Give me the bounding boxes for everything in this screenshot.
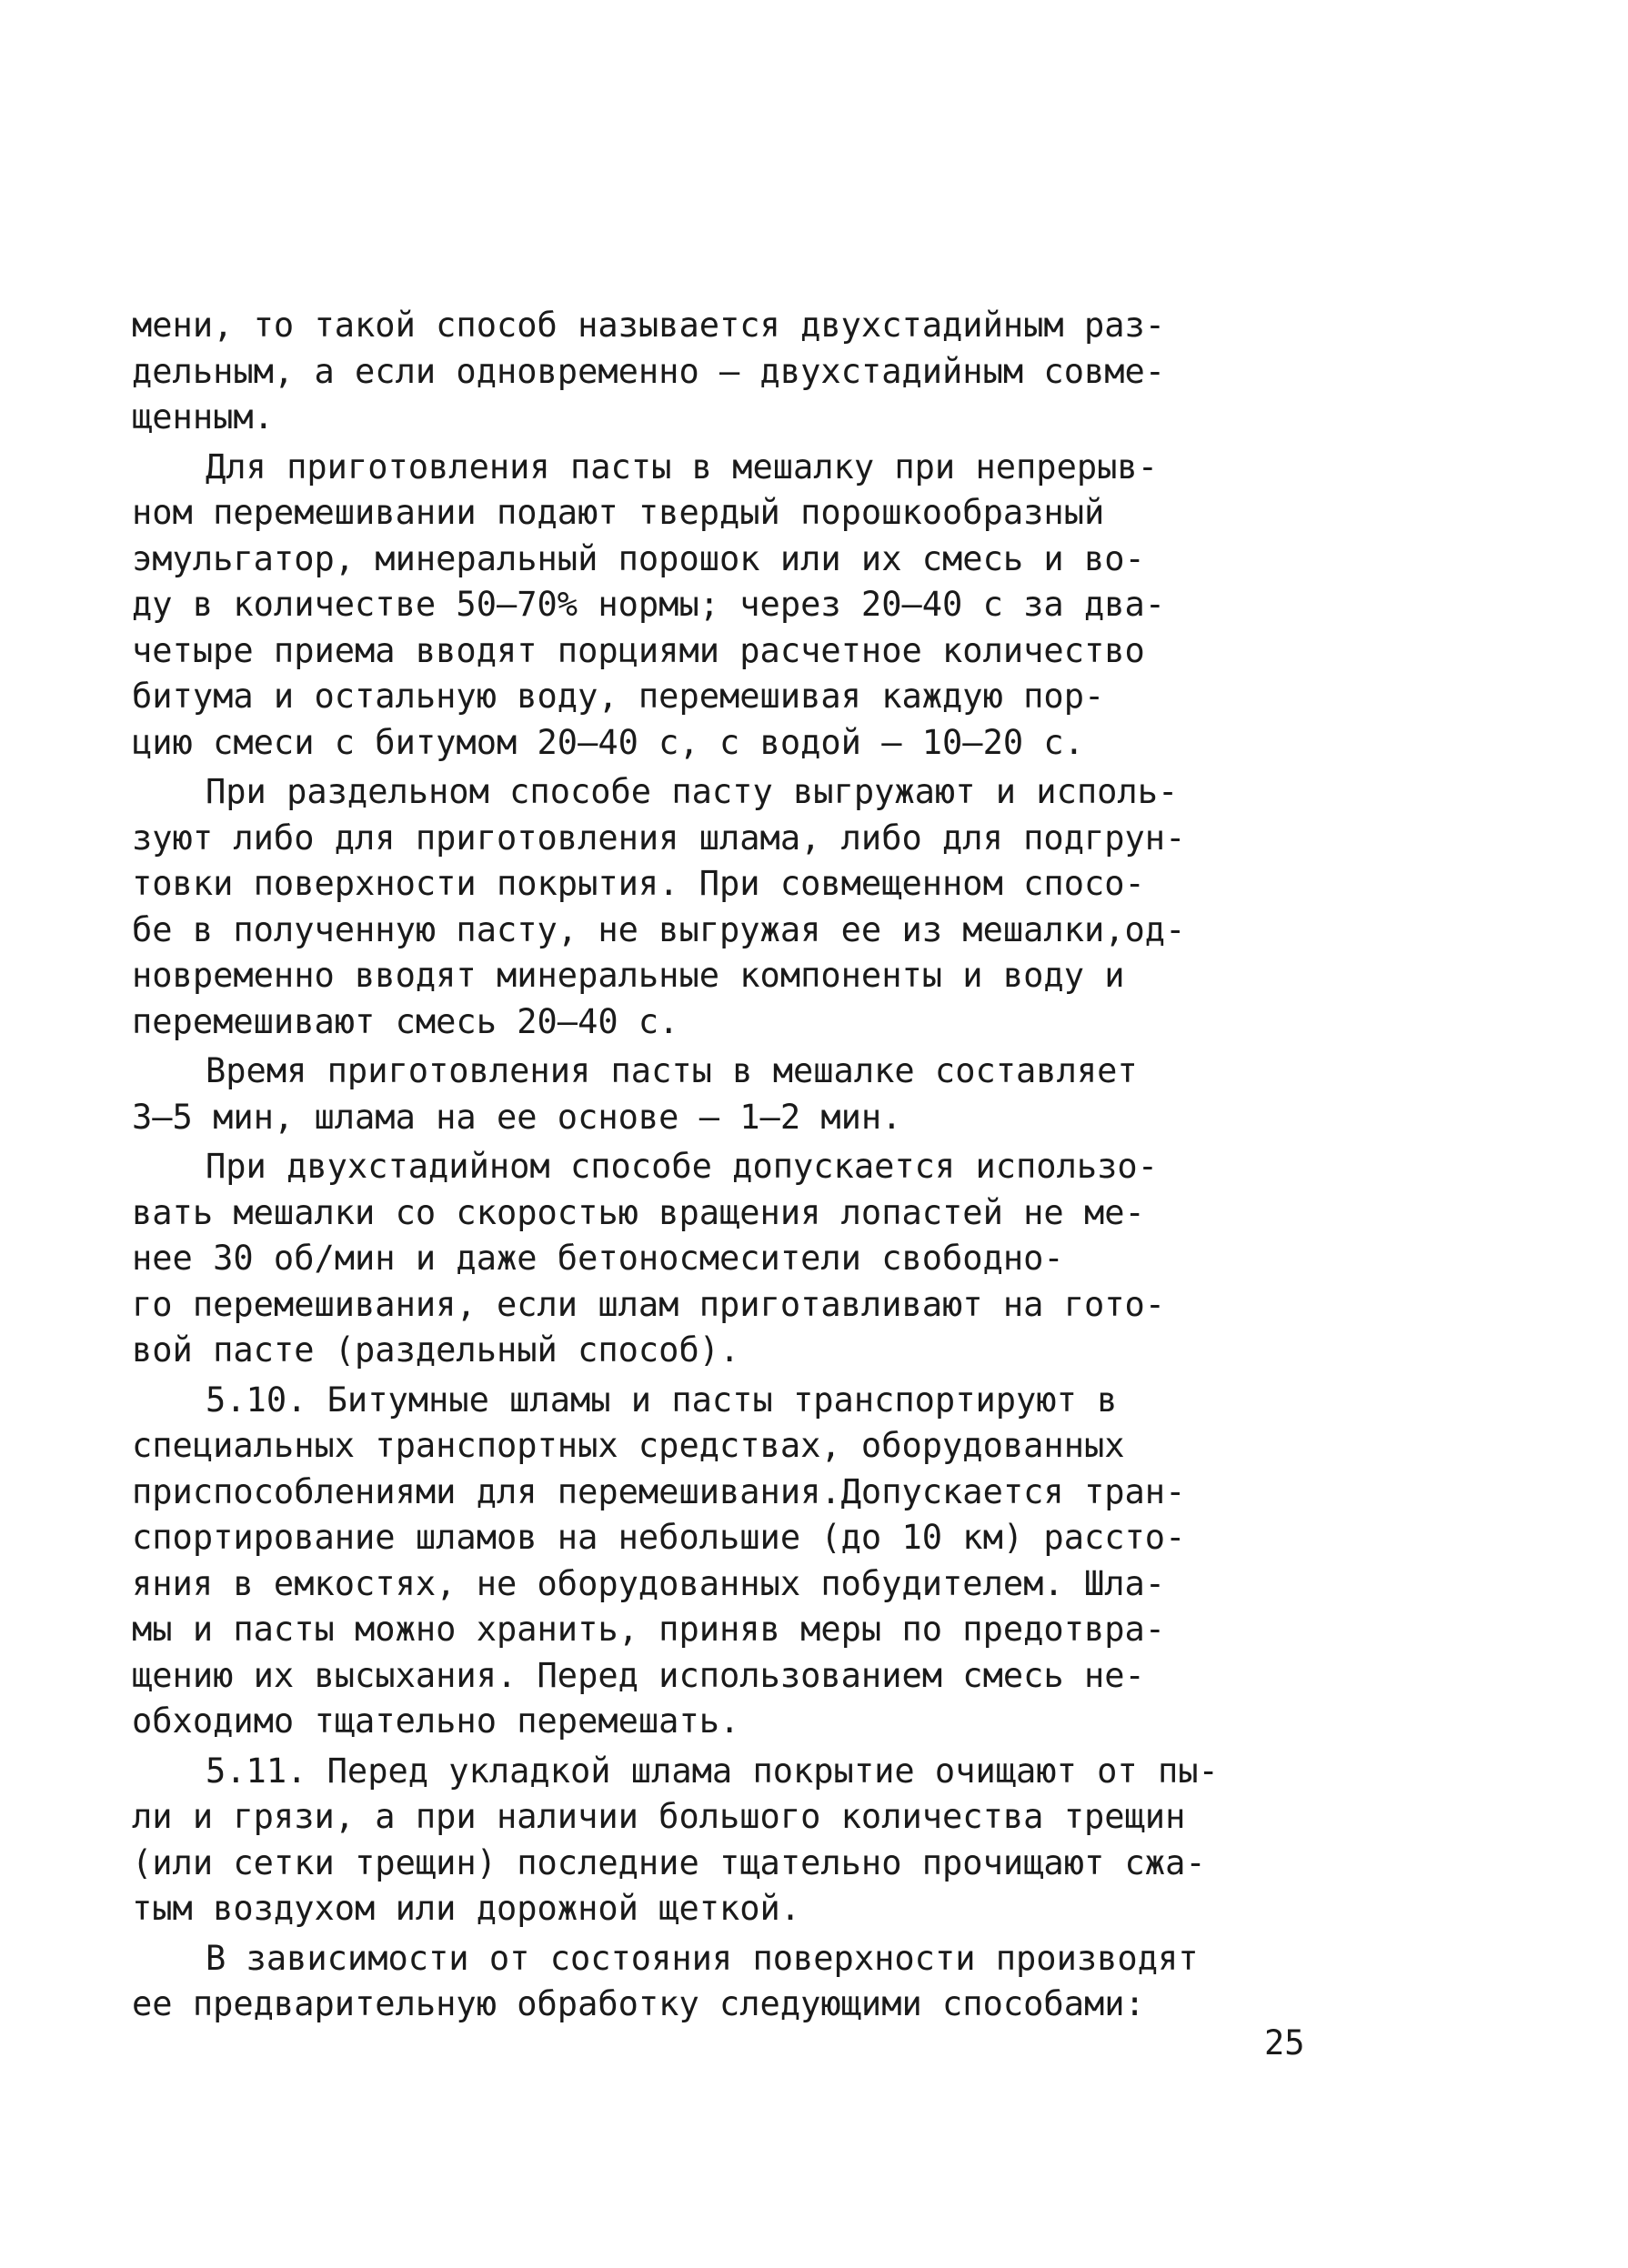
section-5-10-first-line: 5.10. Битумные шламы и пасты транспортируют в [206,1380,1118,1420]
paragraph-first-line: Время приготовления пасты в мешалке составляет [206,1051,1138,1090]
text-line: ном перемешивании подают твердый порошкообразный [132,493,1105,532]
text-line: дельным, а если одновременно – двухстадийным совме- [132,351,1166,391]
text-line: товки поверхности покрытия. При совмещенном спосо- [132,864,1145,903]
page-number: 25 [1264,2023,1305,2062]
text-line: яния в емкостях, не оборудованных побудителем. Шла- [132,1563,1166,1603]
paragraph-first-line: При двухстадийном способе допускается использо- [206,1147,1158,1186]
text-line: ее предварительную обработку следующими способами: [132,1984,1145,2023]
text-line: эмульгатор, минеральный порошок или их смесь и во- [132,538,1145,578]
text-line: бе в полученную пасту, не выгружая ее из мешалки,од- [132,909,1186,949]
text-line: щенным. [132,397,274,437]
text-line: цию смеси с битумом 20–40 с, с водой – 10–20 с. [132,722,1084,762]
text-line: тым воздухом или дорожной щеткой. [132,1889,801,1928]
text-line: мы и пасты можно хранить, приняв меры по предотвра- [132,1610,1166,1649]
paragraph-first-line: Для приготовления пасты в мешалку при непрерыв- [206,447,1158,487]
body-text [132,303,1328,2028]
text-line: перемешивают смесь 20–40 с. [132,1001,679,1041]
text-line: нее 30 об/мин и даже бетоносмесители свободно- [132,1239,1064,1278]
text-line: (или сетки трещин) последние тщательно прочищают сжа- [132,1842,1206,1882]
text-line: ли и грязи, а при наличии большого количества трещин [132,1797,1186,1836]
text-line: специальных транспортных средствах, оборудованных [132,1426,1125,1465]
text-line: битума и остальную воду, перемешивая каждую пор- [132,677,1105,716]
text-line: вой пасте (раздельный способ). [132,1330,740,1370]
paragraph-first-line: В зависимости от состояния поверхности производят [206,1938,1199,1978]
text-line: ду в количестве 50–70% нормы; через 20–40 с за два- [132,585,1166,624]
text-line: новременно вводят минеральные компоненты и воду и [132,956,1125,995]
text-line: четыре приема вводят порциями расчетное количество [132,630,1145,670]
text-line: го перемешивания, если шлам приготавливают на гото- [132,1284,1166,1324]
section-5-11-first-line: 5.11. Перед укладкой шлама покрытие очищают от пы- [206,1751,1219,1791]
text-line: зуют либо для приготовления шлама, либо для подгрун- [132,818,1186,858]
paragraph-first-line: При раздельном способе пасту выгружают и исполь- [206,772,1179,811]
text-line: мени, то такой способ называется двухстадийным раз- [132,306,1166,345]
text-line: спортирование шламов на небольшие (до 10 км) рассто- [132,1518,1186,1557]
text-line: вать мешалки со скоростью вращения лопастей не ме- [132,1192,1145,1232]
text-line: приспособлениями для перемешивания.Допускается тран- [132,1471,1186,1511]
text-line: обходимо тщательно перемешать. [132,1701,740,1741]
text-line: щению их высыхания. Перед использованием смесь не- [132,1655,1145,1695]
text-line: 3–5 мин, шлама на ее основе – 1–2 мин. [132,1097,902,1137]
